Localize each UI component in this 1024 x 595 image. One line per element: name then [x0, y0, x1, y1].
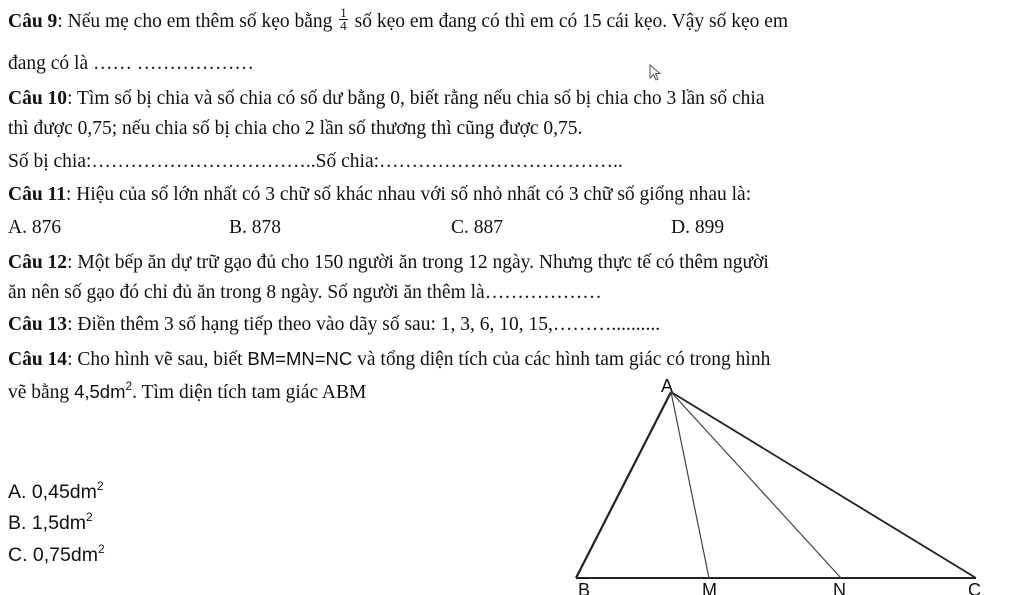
question-9-line-1: Câu 9: Nếu mẹ cho em thêm số kẹo bằng $\frac{1}{4}$ số kẹo em đang có thì em có 15 cái kẹo. Vậy số kẹo em [8, 5, 789, 34]
segment-an [671, 392, 841, 578]
question-14-label: Câu 14 [8, 349, 68, 370]
side-ac [671, 392, 976, 578]
mouse-cursor-icon [649, 64, 663, 82]
question-11-option-b: B. 878 [229, 217, 282, 238]
question-12-line-2: ăn nên số gạo đó chỉ đủ ăn trong 8 ngày. Số người ăn thêm là……………… [8, 282, 602, 303]
point-label-n: N [833, 580, 846, 595]
question-13-line-1: Câu 13: Điền thêm 3 số hạng tiếp theo vào dãy số sau: 1, 3, 6, 10, 15,……….......... [8, 314, 661, 335]
question-13-label: Câu 13 [8, 314, 68, 335]
question-10-line-2: thì được 0,75; nếu chia số bị chia cho 2 lần số thương thì cũng được 0,75. [8, 118, 583, 139]
point-label-m: M [702, 580, 717, 595]
question-12-label: Câu 12 [8, 252, 68, 273]
question-14-line-1: Câu 14: Cho hình vẽ sau, biết BM=MN=NC và tổng diện tích của các hình tam giác có trong hình [8, 348, 771, 370]
vertex-label-a: A [661, 376, 674, 396]
question-10-label: Câu 10 [8, 88, 68, 109]
question-10-line-1: Câu 10: Tìm số bị chia và số chia có số dư bằng 0, biết rằng nếu chia số bị chia cho 3 lần số chia [8, 88, 765, 109]
question-9-line-2: đang có là …… ……………… [8, 53, 254, 74]
question-12-line-1: Câu 12: Một bếp ăn dự trữ gạo đủ cho 150 người ăn trong 12 ngày. Nhưng thực tế có thêm người [8, 252, 769, 273]
question-11-option-c: C. 887 [451, 217, 504, 238]
side-ab [576, 392, 671, 578]
question-10-answer-blanks: Số bị chia:……………………………..Số chia:……………………………….. [8, 151, 623, 172]
fraction-one-quarter: $\frac{1}{4}$ [340, 5, 347, 34]
question-14-line-2: vẽ bằng $4,5dm^2$. Tìm diện tích tam giác ABM [8, 378, 367, 403]
vertex-label-b: B [578, 580, 591, 595]
question-11-line-1: Câu 11: Hiệu của số lớn nhất có 3 chữ số khác nhau với số nhỏ nhất có 3 chữ số giống nhau là: [8, 184, 752, 205]
question-11-option-a: A. 876 [8, 217, 62, 238]
vertex-label-c: C [968, 580, 981, 595]
question-14-option-b: B. $1,5dm^2$ [8, 509, 93, 534]
question-14-option-c: C. $0,75dm^2$ [8, 541, 105, 566]
question-14-option-a: A. $0,45dm^2$ [8, 478, 104, 503]
question-9-label: Câu 9 [8, 11, 58, 32]
segment-am [671, 392, 709, 578]
question-11-label: Câu 11 [8, 184, 66, 205]
question-11-option-d: D. 899 [671, 217, 725, 238]
